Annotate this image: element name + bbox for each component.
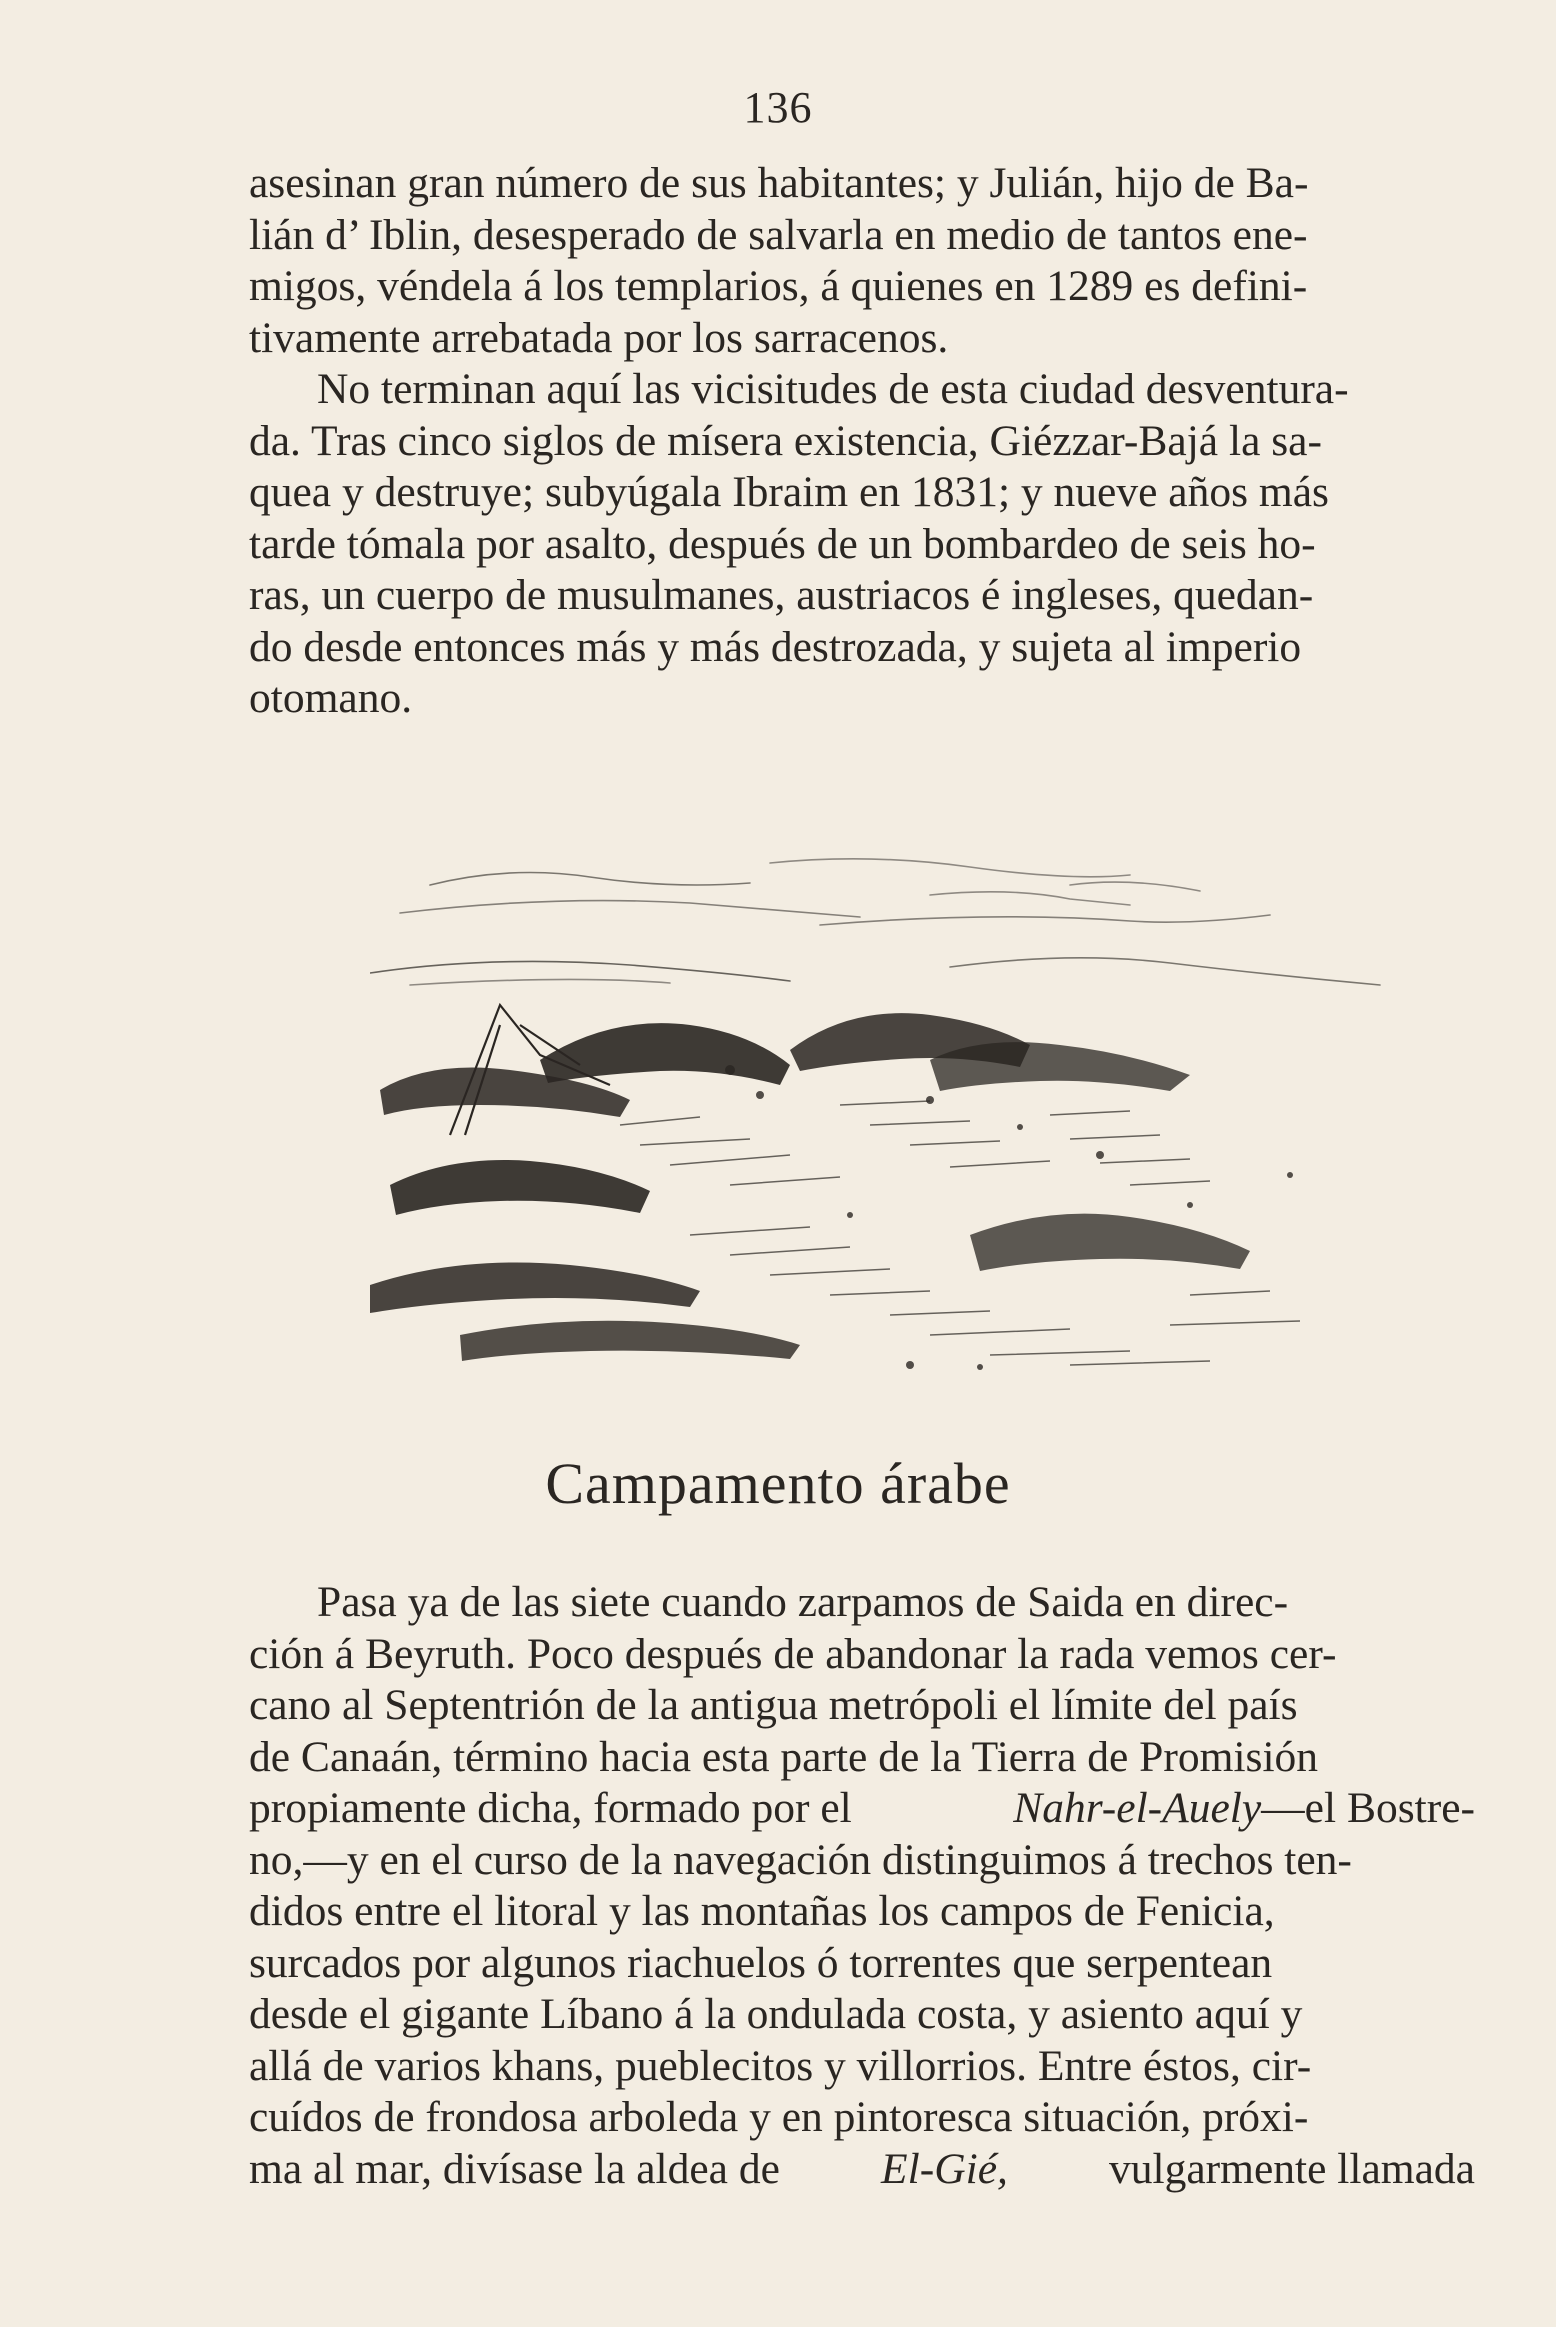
line-text: asesinan gran número de sus habitantes; y Julián, hijo de Ba- bbox=[249, 159, 1309, 207]
line-text: cano al Septentrión de la antigua metrópoli el límite del país bbox=[249, 1681, 1298, 1729]
illustration-caption: Campamento árabe bbox=[545, 1451, 1011, 1516]
text-line bbox=[249, 570, 1475, 622]
line-text: tivamente arrebatada por los sarracenos. bbox=[249, 313, 949, 362]
text-line bbox=[249, 673, 1475, 725]
line-text: no,—y en el curso de la navegación distinguimos á trechos ten- bbox=[249, 1835, 1352, 1884]
page-number: 136 bbox=[743, 83, 813, 132]
text-line bbox=[249, 1938, 1475, 1990]
line-text: Pasa ya de las siete cuando zarpamos de Saida en direc- bbox=[317, 1578, 1289, 1626]
text-line bbox=[249, 2041, 1475, 2093]
line-text: allá de varios khans, pueblecitos y villorrios. Entre éstos, cir- bbox=[249, 2041, 1312, 2090]
line-text: didos entre el litoral y las montañas los campos de Fenicia, bbox=[249, 1887, 1275, 1935]
italic-village-name: El-Gié, bbox=[881, 2144, 1008, 2193]
line-text: quea y destruye; subyúgala Ibraim en 1831; y nueve años más bbox=[249, 468, 1329, 516]
line-text: propiamente dicha, formado por el bbox=[249, 1784, 852, 1832]
line-text: lián d’ Iblin, desesperado de salvarla en medio de tantos ene- bbox=[249, 210, 1308, 259]
line-text: desde el gigante Líbano á la ondulada costa, y asiento aquí y bbox=[249, 1990, 1303, 2038]
text-line bbox=[249, 1577, 1475, 1629]
text-line bbox=[249, 1989, 1475, 2041]
line-text: ras, un cuerpo de musulmanes, austriacos é ingleses, quedan- bbox=[249, 571, 1314, 619]
line-text: otomano. bbox=[249, 674, 413, 722]
line-text: da. Tras cinco siglos de mísera existencia, Giézzar-Bajá la sa- bbox=[249, 416, 1322, 465]
text-line bbox=[249, 1783, 1475, 1835]
line-text: vulgarmente llamada bbox=[1109, 2144, 1475, 2193]
text-line bbox=[249, 1886, 1475, 1938]
text-line bbox=[249, 158, 1475, 210]
text-line bbox=[249, 313, 1475, 365]
text-line bbox=[249, 364, 1475, 416]
line-text: tarde tómala por asalto, después de un bombardeo de seis ho- bbox=[249, 519, 1316, 568]
text-line bbox=[249, 1732, 1475, 1784]
line-text: cuídos de frondosa arboleda y en pintoresca situación, próxi- bbox=[249, 2093, 1309, 2141]
text-line bbox=[249, 1680, 1475, 1732]
text-line bbox=[249, 2144, 1475, 2196]
text-line bbox=[249, 622, 1475, 674]
text-block-bottom bbox=[249, 1577, 1475, 2195]
line-text: ción á Beyruth. Poco después de abandonar la rada vemos cer- bbox=[249, 1629, 1337, 1678]
line-text: surcados por algunos riachuelos ó torrentes que serpentean bbox=[249, 1938, 1273, 1987]
text-line bbox=[249, 210, 1475, 262]
line-text: do desde entonces más y más destrozada, y sujeta al imperio bbox=[249, 622, 1302, 671]
text-line bbox=[249, 416, 1475, 468]
line-text-tail: —el Bostre- bbox=[1261, 1784, 1475, 1832]
text-line bbox=[249, 467, 1475, 519]
line-text: migos, véndela á los templarios, á quienes en 1289 es defini- bbox=[249, 262, 1308, 310]
italic-river-name: Nahr-el-Auely bbox=[1013, 1784, 1262, 1832]
text-line bbox=[249, 2092, 1475, 2144]
line-text: ma al mar, divísase la aldea de bbox=[249, 2144, 780, 2193]
line-text: de Canaán, término hacia esta parte de la Tierra de Promisión bbox=[249, 1732, 1319, 1781]
text-line bbox=[249, 519, 1475, 571]
text-block-top bbox=[249, 158, 1475, 725]
text-line bbox=[249, 261, 1475, 313]
text-line bbox=[249, 1629, 1475, 1681]
line-text: No terminan aquí las vicisitudes de esta ciudad desventura- bbox=[317, 365, 1349, 413]
arab-camp-engraving bbox=[370, 855, 1470, 1455]
text-line bbox=[249, 1835, 1475, 1887]
